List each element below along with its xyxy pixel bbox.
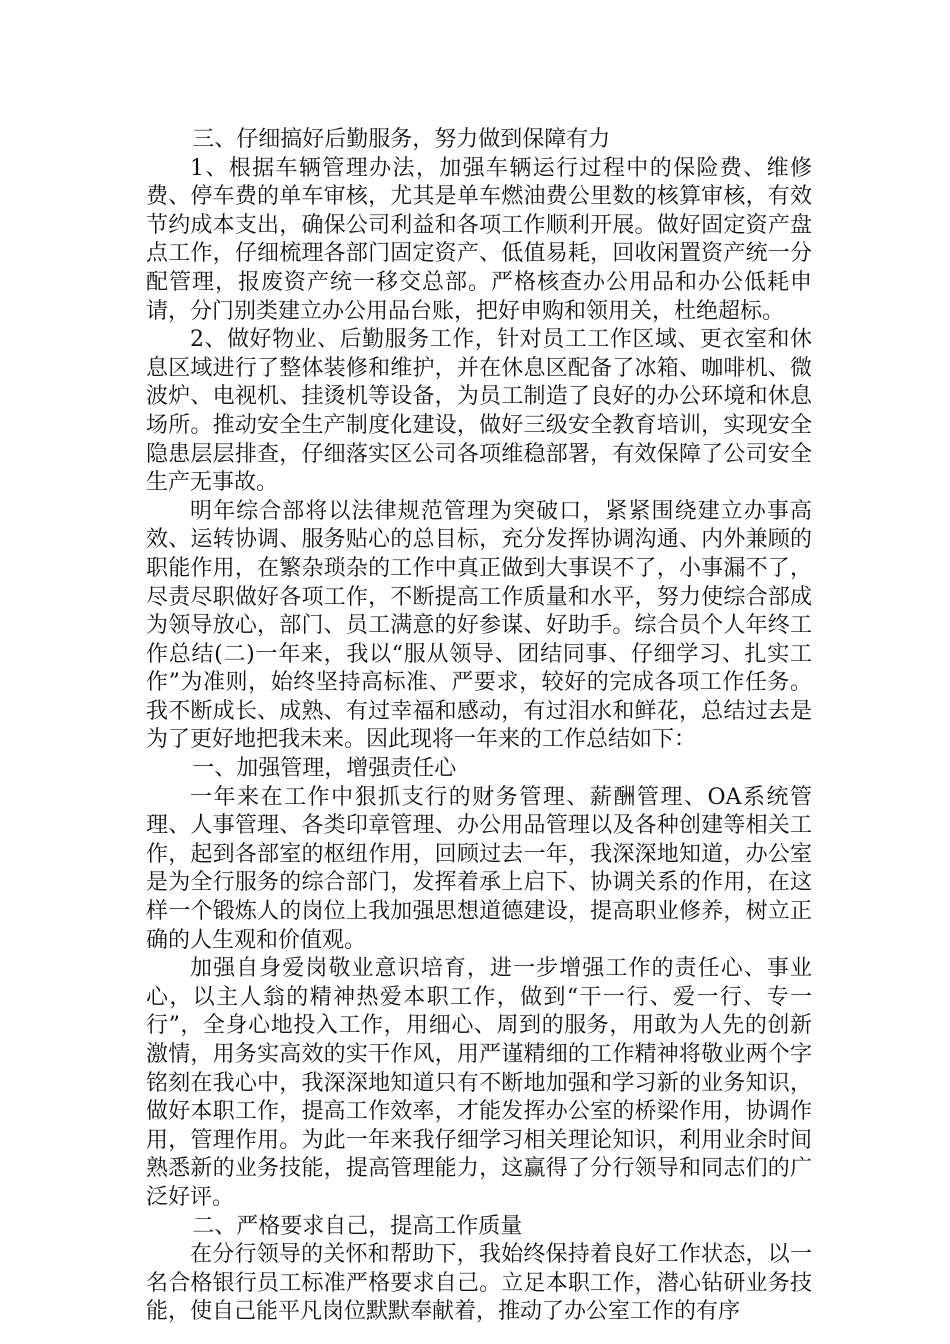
paragraph-property-services: 2、做好物业、后勤服务工作，针对员工工作区域、更衣室和休息区域进行了整体装修和维护，并在休息区配备了冰箱、咖啡机、微波炉、电视机、挂烫机等设备，为员工制造了良好的办公环境和休息场所。推动安全生产制度化建设，做好三级安全教育培训，实现安全隐患层层排查，仔细落实区公司各项维稳部署，有效保障了公司安全生产无事故。 bbox=[146, 327, 812, 496]
paragraph-dedication: 加强自身爱岗敬业意识培育，进一步增强工作的责任心、事业心，以主人翁的精神热爱本职工作，做到“干一行、爱一行、专一行”，全身心地投入工作，用细心、周到的服务，用敢为人先的创新激情，用务实高效的实干作风，用严谨精细的工作精神将敬业两个字铭刻在我心中，我深深地知道只有不断地加强和学习新的业务知识，做好本职工作，提高工作效率，才能发挥办公室的桥梁作用，协调作用，管理作用。为此一年来我仔细学习相关理论知识，利用业余时间熟悉新的业务技能，提高管理能力，这赢得了分行领导和同志们的广泛好评。 bbox=[146, 956, 812, 1210]
paragraph-self-discipline: 在分行领导的关怀和帮助下，我始终保持着良好工作状态，以一名合格银行员工标准严格要求自己。立足本职工作，潜心钻研业务技能，使自己能平凡岗位默默奉献着，推动了办公室工作的有序 bbox=[146, 1242, 812, 1325]
section-heading-management: 一、加强管理，增强责任心 bbox=[192, 756, 457, 782]
section-heading-quality: 二、严格要求自己，提高工作质量 bbox=[192, 1213, 523, 1239]
document-body bbox=[146, 126, 812, 1327]
paragraph-next-year-plan: 明年综合部将以法律规范管理为突破口，紧紧围绕建立办事高效、运转协调、服务贴心的总目标，充分发挥协调沟通、内外兼顾的职能作用，在繁杂琐杂的工作中真正做到大事误不了，小事漏不了，尽责尽职做好各项工作，不断提高工作质量和水平，努力使综合部成为领导放心，部门、员工满意的好参谋、好助手。综合员个人年终工作总结(二)一年来，我以“服从领导、团结同事、仔细学习、扎实工作”为准则，始终坚持高标准、严要求，较好的完成各项工作任务。我不断成长、成熟、有过幸福和感动，有过泪水和鲜花，总结过去是为了更好地把我未来。因此现将一年来的工作总结如下： bbox=[146, 498, 812, 753]
paragraph-management-work: 一年来在工作中狠抓支行的财务管理、薪酬管理、OA系统管理、人事管理、各类印章管理、办公用品管理以及各种创建等相关工作，起到各部室的枢纽作用，回顾过去一年，我深深地知道，办公室是为全行服务的综合部门，发挥着承上启下、协调关系的作用，在这样一个锻炼人的岗位上我加强思想道德建设，提高职业修养，树立正确的人生观和价值观。 bbox=[146, 784, 812, 953]
section-heading-logistics: 三、仔细搞好后勤服务，努力做到保障有力 bbox=[192, 127, 611, 152]
paragraph-vehicle-management: 1、根据车辆管理办法，加强车辆运行过程中的保险费、维修费、停车费的单车审核，尤其是单车燃油费公里数的核算审核，有效节约成本支出，确保公司利益和各项工作顺利开展。做好固定资产盘点工作，仔细梳理各部门固定资产、低值易耗，回收闲置资产统一分配管理，报废资产统一移交总部。严格核查办公用品和办公低耗申请，分门别类建立办公用品台账，把好申购和领用关，杜绝超标。 bbox=[146, 155, 812, 324]
